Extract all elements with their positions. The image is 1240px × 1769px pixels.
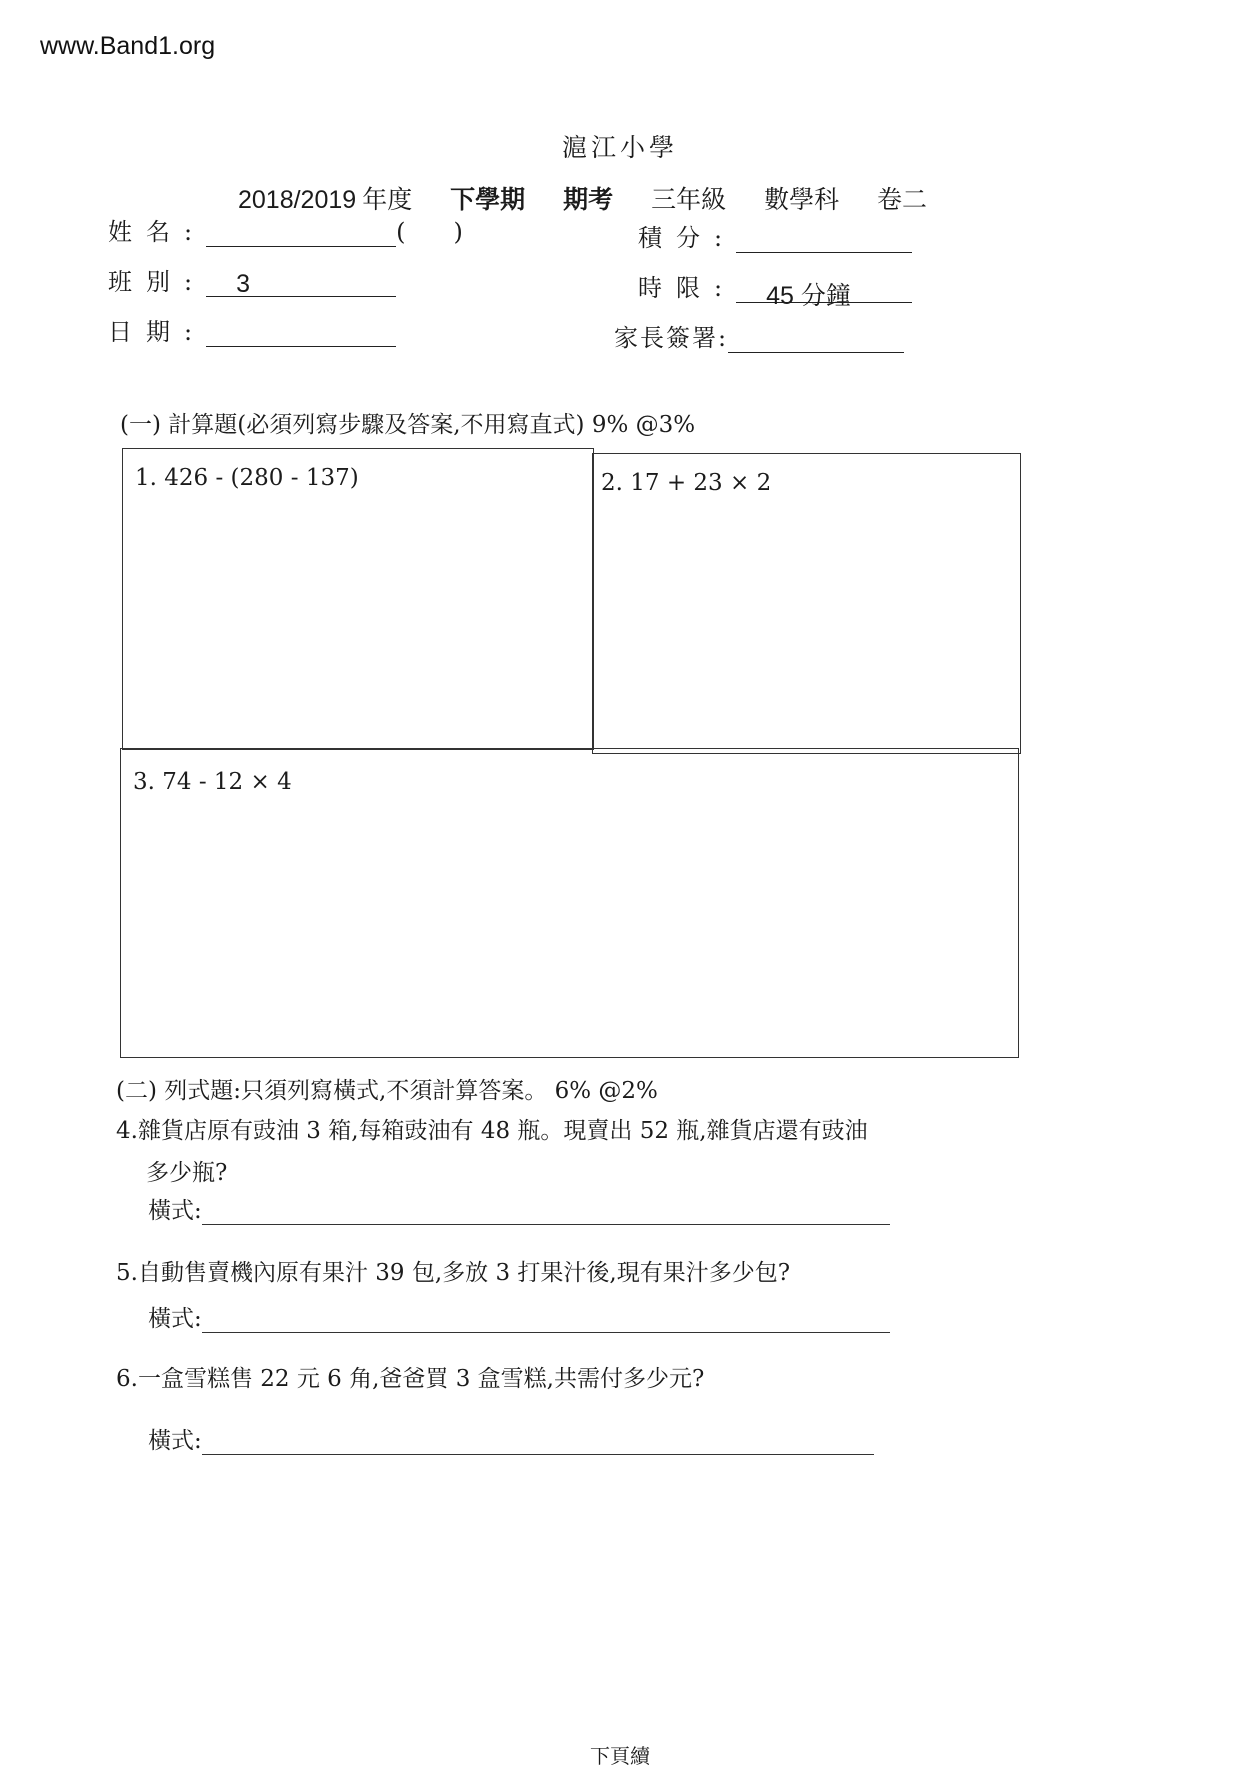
time-value: 45 分鐘 — [736, 276, 912, 303]
parent-signature-line[interactable] — [728, 326, 904, 353]
name-label: 姓名: — [108, 218, 207, 246]
parent-signature-field — [614, 318, 904, 353]
grade: 三年級 — [651, 185, 727, 214]
time-field — [638, 268, 912, 310]
question-5 — [116, 1252, 996, 1294]
parent-signature-label: 家長簽署: — [614, 324, 729, 352]
school-year-suffix: 年度 — [362, 185, 413, 214]
question-5-answer — [148, 1300, 890, 1333]
question-4-answer-line[interactable] — [202, 1204, 890, 1225]
question-5-answer-line[interactable] — [202, 1312, 890, 1333]
question-6-answer — [148, 1422, 874, 1455]
date-label: 日期: — [108, 318, 207, 346]
class-field — [108, 262, 396, 297]
question-5-number: 5. — [116, 1260, 138, 1286]
question-6-number: 6. — [116, 1366, 138, 1392]
question-2-text: 2. 17 + 23 × 2 — [601, 470, 772, 496]
school-year: 2018/2019 — [238, 186, 357, 214]
class-label: 班別: — [108, 268, 207, 296]
subject: 數學科 — [764, 185, 840, 214]
date-field — [108, 312, 396, 347]
exam-subtitle — [238, 180, 957, 216]
score-field — [638, 218, 912, 253]
question-4-answer-label: 橫式: — [148, 1198, 202, 1224]
question-1-text: 1. 426 - (280 - 137) — [135, 465, 359, 491]
question-3-text: 3. 74 - 12 × 4 — [133, 769, 292, 795]
question-5-text: 自動售賣機內原有果汁 39 包,多放 3 打果汁後,現有果汁多少包? — [137, 1260, 791, 1286]
question-2-box[interactable] — [592, 453, 1021, 754]
class-value[interactable]: 3 — [206, 270, 396, 297]
question-4-answer — [148, 1192, 890, 1225]
question-4-text: 雜貨店原有豉油 3 箱,每箱豉油有 48 瓶。現賣出 52 瓶,雜貨店還有豉油 — [137, 1118, 868, 1144]
question-5-answer-label: 橫式: — [148, 1306, 202, 1332]
name-input-line[interactable] — [206, 220, 396, 247]
score-input-line[interactable] — [736, 226, 912, 253]
section1-title: (一) 計算題(必須列寫步驟及答案,不用寫直式) 9% @3% — [120, 412, 696, 438]
question-3-box[interactable] — [120, 748, 1019, 1058]
question-6-answer-label: 橫式: — [148, 1428, 202, 1454]
question-4-text-line2: 多少瓶? — [146, 1160, 228, 1186]
term: 下學期 — [450, 185, 526, 214]
website-watermark: www.Band1.org — [40, 32, 216, 60]
question-6-answer-line[interactable] — [202, 1434, 874, 1455]
question-4-number: 4. — [116, 1118, 138, 1144]
question-1-box[interactable] — [122, 448, 594, 750]
paper: 卷二 — [877, 185, 928, 214]
section2-title: (二) 列式題:只須列寫橫式,不須計算答案。 6% @2% — [116, 1078, 658, 1104]
exam-type: 期考 — [563, 185, 614, 214]
continue-next-page: 下頁續 — [590, 1744, 650, 1768]
time-label: 時限: — [638, 274, 737, 302]
school-name: 滬江小學 — [561, 133, 678, 162]
name-field — [108, 212, 463, 247]
question-6 — [116, 1358, 996, 1400]
question-6-text: 一盒雪糕售 22 元 6 角,爸爸買 3 盒雪糕,共需付多少元? — [137, 1366, 705, 1392]
date-input-line[interactable] — [206, 320, 396, 347]
class-number-paren: ( ) — [396, 218, 463, 246]
question-4 — [116, 1110, 996, 1194]
score-label: 積分: — [638, 224, 737, 252]
